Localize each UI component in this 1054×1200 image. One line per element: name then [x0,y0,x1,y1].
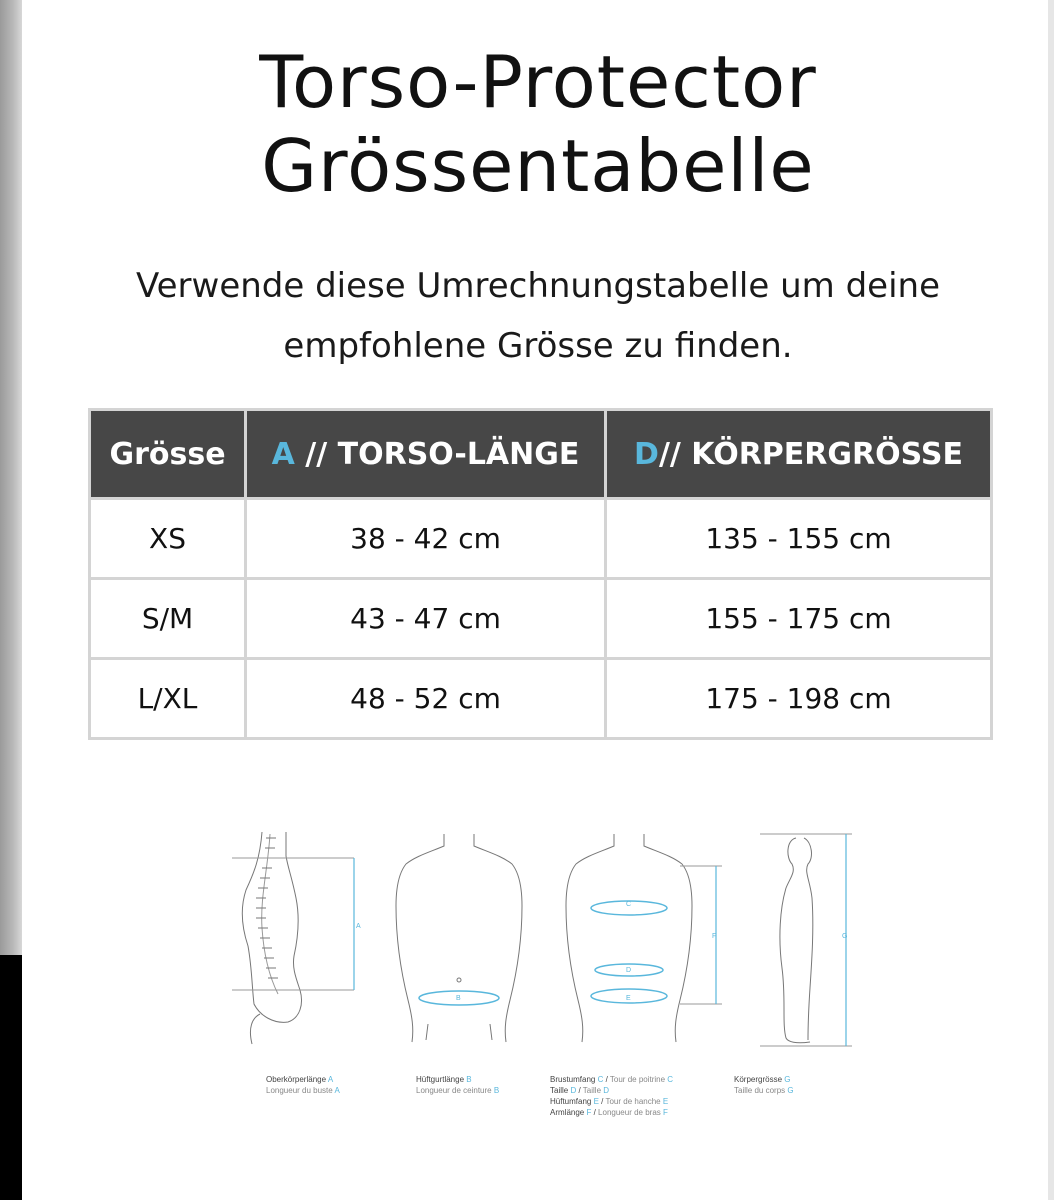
label-e: E [626,995,631,1002]
label-b: B [456,995,461,1002]
cell-torso-length: 43 - 47 cm [246,579,606,659]
header-body-height [606,410,992,499]
table-header-row [90,410,992,499]
caption-sep: / [603,1075,610,1084]
label-d: D [626,967,632,974]
caption-letter: D [603,1086,610,1095]
caption-circumferences [550,1074,673,1118]
caption-letter: C [597,1075,604,1084]
header-height-label: // KÖRPERGRÖSSE [658,436,963,472]
caption-fr: Longueur de bras [598,1108,661,1117]
table-row [90,579,992,659]
header-torso-length [246,410,606,499]
caption-body-height [734,1074,794,1096]
caption-belt-length [416,1074,499,1096]
cell-size: S/M [90,579,246,659]
caption-de: Taille [550,1086,569,1095]
caption-fr: Tour de poitrine [609,1075,666,1084]
left-edge-dark-corner [0,955,22,1200]
caption-letter: C [667,1075,674,1084]
cell-size: L/XL [90,659,246,739]
caption-fr: Tour de hanche [605,1097,661,1106]
caption-letter: G [784,1075,791,1084]
caption-letter: E [593,1097,599,1106]
cell-body-height: 175 - 198 cm [606,659,992,739]
page-title [0,40,1054,208]
caption-sep: / [576,1086,583,1095]
caption-sep: / [591,1108,599,1117]
label-g: G [842,933,848,940]
title-line-1: Torso-Protector [259,40,817,124]
caption-letter: D [570,1086,577,1095]
label-c: C [626,901,632,908]
figure-front-belt [396,834,522,1042]
header-torso-letter: A [271,436,295,472]
caption-letter: A [334,1086,340,1095]
caption-de: Armlänge [550,1108,585,1117]
cell-torso-length: 48 - 52 cm [246,659,606,739]
caption-fr: Longueur de ceinture [416,1086,492,1095]
caption-letter: A [327,1075,334,1084]
caption-fr: Longueur du buste [266,1086,333,1095]
caption-letter: B [493,1086,500,1095]
caption-sep: / [598,1097,606,1106]
header-size-label: Grösse [109,436,226,472]
caption-letter: E [662,1097,669,1106]
label-a: A [356,923,361,930]
header-torso-label: // TORSO-LÄNGE [294,436,580,472]
figure-side-spine [232,832,354,1044]
subtitle-line-1: Verwende diese Umrechnungstabelle um deine [136,266,940,306]
caption-letter: B [466,1075,472,1084]
caption-fr: Taille du corps [734,1086,786,1095]
caption-de: Hüftumfang [550,1097,592,1106]
caption-de: Oberkörperlänge [266,1075,327,1084]
cell-body-height: 135 - 155 cm [606,499,992,579]
title-line-2: Grössentabelle [261,124,815,208]
header-height-letter: D [634,436,659,472]
caption-letter: F [586,1108,592,1117]
cell-torso-length: 38 - 42 cm [246,499,606,579]
figure-front-circumferences [566,834,722,1042]
size-table [88,408,993,740]
figure-full-body [760,834,852,1046]
caption-de: Brustumfang [550,1075,596,1084]
table-row [90,499,992,579]
caption-letter: G [787,1086,794,1095]
caption-torso-length [266,1074,340,1096]
caption-de: Körpergrösse [734,1075,783,1084]
label-f: F [712,933,717,940]
cell-size: XS [90,499,246,579]
caption-letter: F [663,1108,668,1117]
caption-fr: Taille [582,1086,602,1095]
table-row [90,659,992,739]
page-subtitle [60,256,1016,376]
header-size [90,410,246,499]
cell-body-height: 155 - 175 cm [606,579,992,659]
subtitle-line-2: empfohlene Grösse zu finden. [283,326,793,366]
caption-de: Hüftgurtlänge [416,1075,465,1084]
